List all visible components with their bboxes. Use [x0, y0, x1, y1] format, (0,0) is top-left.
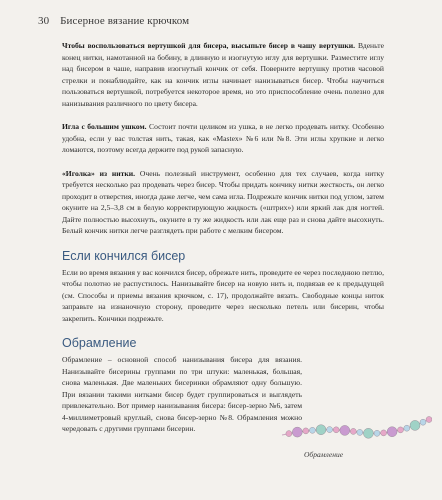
figure-caption: Обрамление — [304, 450, 344, 459]
body-spinner: Вденьте конец нитки, намотанной на бобину, в длинную и изогнутую иглу для вертушки. Разместите иглу над бисером в чаше, направив изогнутый кончик от себя. Поверните вертушку против часовой стрелки и понаблюдайте, как на кончик иглы начинает нанизываться бисер. Чтобы научиться пользоваться вертушкой, потребуется некоторое время, но это приспособление очень полезно для нанизывания различного по цвету бисера. — [62, 41, 384, 108]
bead-framing-illustration — [282, 410, 432, 448]
large-bead — [316, 425, 326, 435]
small-bead — [374, 430, 380, 436]
small-bead — [426, 417, 432, 423]
page-number: 30 — [38, 15, 50, 27]
large-bead — [292, 427, 302, 437]
body-thread-needle: Очень полезный инструмент, особенно для тех случаев, когда нитку требуется несколько раз продевать через бисер. Чтобы придать кончику нитки жесткость, он легко проходит в отверстия, иногда даже легче, чем сама игла. Подрежьте кончик нитки под углом, затем окуните на 2,5–3,8 см в белую корректирующую жидкость («штрих») или яркий лак для ногтей. Дайте полностью высохнуть, окуните в ту же жидкость или лак еще раз и снова дайте высохнуть. Белый кончик нитки легче разглядеть при работе с мелким бисером. — [62, 168, 384, 235]
main-text — [62, 40, 384, 447]
small-bead — [333, 427, 339, 433]
paragraph-ran-out: Если во время вязания у вас кончился бисер, обрежьте нить, проведите ее через последнюю петлю, чтобы полотно не распустилось. Нанизывайте бисер на новую нить и, подвязав ее к предыдущей (см. Способы и приемы вязания крючком, с. 17), продолжайте вязать. Свободные концы ниток заправьте на изнаночную сторону, проведите через несколько петель или бисерин, чтобы закрепить. Кончики подрежьте. — [62, 267, 384, 323]
large-bead — [363, 428, 373, 438]
running-title: Бисерное вязание крючком — [60, 15, 190, 27]
paragraph-framing: Обрамление – основной способ нанизывания бисера для вязания. Нанизывайте бисерины группами по три штуки: маленькая, большая, снова маленькая. Две маленьких бисеринки обрамляют одну большую. При вязании такими нитками бисер будет группироваться и выглядеть привлекательно. Вот пример нанизывания бисера: бисер-зерно №6, затем 4-миллиметровый круглый, снова бисер-зерно №8. Обрамления можно чередовать с другими группами бисерин. — [62, 355, 302, 433]
small-bead — [303, 428, 309, 434]
large-bead — [410, 420, 420, 430]
large-bead — [340, 425, 350, 435]
small-bead — [357, 429, 363, 435]
heading-framing: Обрамление — [62, 336, 137, 350]
paragraph-spinner — [62, 40, 384, 109]
body-big-eye: Состоит почти целиком из ушка, в не легко продевать нитку. Особенно удобна, если у вас толстая нить, такая, как «Mastex» №6 или №8. Эти иглы хрупкие и легко ломаются, поэтому всегда держите под рукой запасную. — [62, 122, 384, 154]
small-bead — [350, 428, 356, 434]
page-header — [38, 15, 189, 27]
small-bead — [309, 427, 315, 433]
small-bead — [420, 419, 426, 425]
term-big-eye: Игла с большим ушком. — [62, 122, 147, 131]
heading-ran-out: Если кончился бисер — [62, 248, 186, 263]
small-bead — [404, 425, 410, 431]
small-bead — [327, 427, 333, 433]
large-bead — [387, 427, 397, 437]
small-bead — [381, 430, 387, 436]
term-spinner: Чтобы воспользоваться вертушкой для бисера, высыпьте бисер в чашу вертушки. — [62, 41, 356, 50]
term-thread-needle: «Иголка» из нитки. — [62, 168, 136, 178]
small-bead — [398, 427, 404, 433]
small-bead — [286, 431, 292, 437]
paragraph-big-eye — [62, 121, 384, 156]
paragraph-thread-needle — [62, 168, 384, 237]
